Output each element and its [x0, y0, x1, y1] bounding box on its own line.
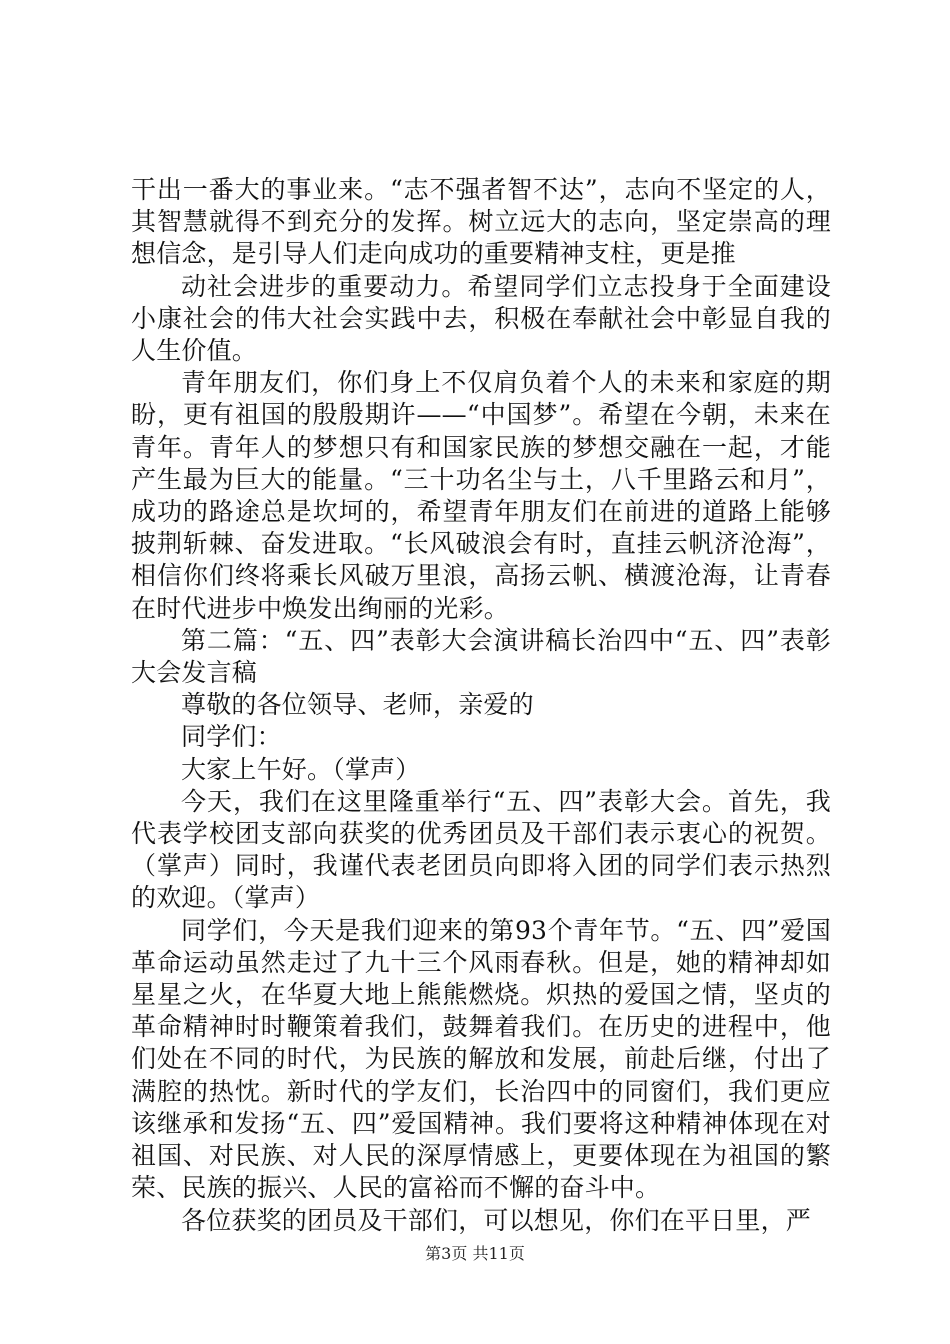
salutation-line-1: 尊敬的各位领导、老师，亲爱的	[181, 690, 534, 720]
page-number: 3	[441, 1244, 452, 1263]
document-body	[131, 174, 831, 1237]
paragraph-3: 青年朋友们，你们身上不仅肩负着个人的未来和家庭的期盼，更有祖国的殷殷期许——“中国梦”。希望在今朝，未来在青年。青年人的梦想只有和国家民族的梦想交融在一起，才能产生最为巨大的能量。“三十功名尘与土，八千里路云和月”，成功的路途总是坎坷的，希望青年朋友们在前进的道路上能够披荆斩棘、奋发进取。“长风破浪会有时，直挂云帆济沧海”，相信你们终将乘长风破万里浪，高扬云帆、横渡沧海，让青春在时代进步中焕发出绚丽的光彩。	[131, 368, 831, 623]
page-suffix: 页	[451, 1244, 468, 1263]
paragraph-youth-day: 同学们，今天是我们迎来的第93个青年节。“五、四”爱国革命运动虽然走过了九十三个风雨春秋。但是，她的精神却如星星之火，在华夏大地上熊熊燃烧。炽热的爱国之情，坚贞的革命精神时时鞭策着我们，鼓舞着我们。在历史的进程中，他们处在不同的时代，为民族的解放和发展，前赴后继，付出了满腔的热忱。新时代的学友们，长治四中的同窗们，我们更应该继承和发扬“五、四”爱国精神。我们要将这种精神体现在对祖国、对民族、对人民的深厚情感上，更要体现在为祖国的繁荣、民族的振兴、人民的富裕而不懈的奋斗中。	[131, 915, 831, 1203]
total-prefix: 共	[472, 1244, 489, 1263]
greeting: 大家上午好。（掌声）	[181, 754, 421, 784]
paragraph-2: 动社会进步的重要动力。希望同学们立志投身于全面建设小康社会的伟大社会实践中去，积极在奉献社会中彰显自我的人生价值。	[131, 271, 831, 366]
page-prefix: 第	[425, 1244, 442, 1263]
total-suffix: 页	[508, 1244, 525, 1263]
page-footer	[0, 1244, 950, 1264]
paragraph-opening: 今天，我们在这里隆重举行“五、四”表彰大会。首先，我代表学校团支部向获奖的优秀团员及干部们表示衷心的祝贺。（掌声）同时，我谨代表老团员向即将入团的同学们表示热烈的欢迎。（掌声）	[131, 786, 831, 913]
total-pages: 11	[488, 1244, 509, 1263]
paragraph-1: 干出一番大的事业来。“志不强者智不达”，志向不坚定的人，其智慧就得不到充分的发挥。树立远大的志向，坚定崇高的理想信念，是引导人们走向成功的重要精神支柱，更是推	[131, 175, 831, 269]
paragraph-awardees: 各位获奖的团员及干部们，可以想见，你们在平日里，严	[181, 1205, 812, 1235]
salutation-line-2: 同学们：	[181, 722, 282, 752]
section-heading: 第二篇：“五、四”表彰大会演讲稿长治四中“五、四”表彰大会发言稿	[131, 625, 831, 688]
